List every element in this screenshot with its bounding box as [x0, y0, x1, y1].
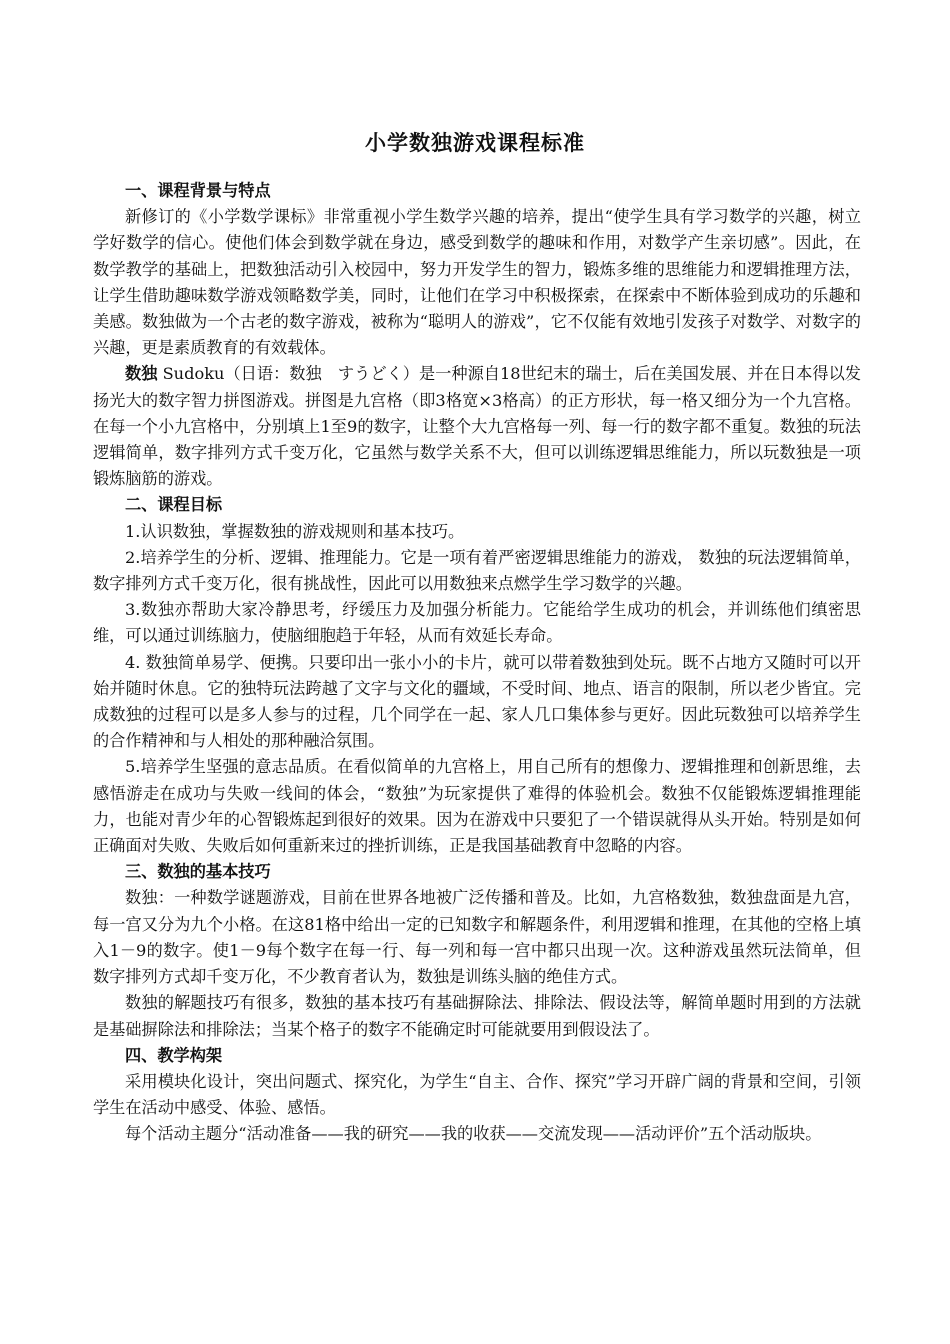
- paragraph-techniques-intro: 数独：一种数学谜题游戏，目前在世界各地被广泛传播和普及。比如，九宫格数独，数独盘面是九宫，每一宫又分为九个小格。在这81格中给出一定的已知数字和解题条件，利用逻辑和推理，在其他的空格上填入1－9的数字。使1－9每个数字在每一行、每一列和每一宫中都只出现一次。这种游戏虽然玩法简单，但数字排列方式却千变万化，不少教育者认为，数独是训练头脑的绝佳方式。: [93, 888, 861, 987]
- goal-item: 4. 数独简单易学、便携。只要印出一张小小的卡片，就可以带着数独到处玩。既不占地方又随时可以开始并随时休息。它的独特玩法跨越了文字与文化的疆域，不受时间、地点、语言的限制，所以老少皆宜。完成数独的过程可以是多人参与的过程，几个同学在一起、家人几口集体参与更好。因此玩数独可以培养学生的合作精神和与人相处的那种融洽氛围。: [93, 652, 861, 751]
- section-heading-techniques: 三、数独的基本技巧: [125, 862, 271, 882]
- bold-term-sudoku: 数独: [125, 364, 158, 384]
- paragraph-framework-design: 采用模块化设计，突出问题式、探究化，为学生“自主、合作、探究”学习开辟广阔的背景和空间，引领学生在活动中感受、体验、感悟。: [93, 1071, 861, 1118]
- paragraph-framework-modules: 每个活动主题分“活动准备——我的研究——我的收获——交流发现——活动评价”五个活动版块。: [125, 1124, 822, 1144]
- document-body: [93, 178, 861, 1148]
- page-title: 小学数独游戏课程标准: [365, 131, 585, 155]
- goal-item: 2.培养学生的分析、逻辑、推理能力。它是一项有着严密逻辑思维能力的游戏， 数独的玩法逻辑简单，数字排列方式千变万化，很有挑战性，因此可以用数独来点燃学生学习数学的兴趣。: [93, 547, 861, 594]
- paragraph-sudoku-definition: [93, 361, 861, 492]
- sudoku-definition-text: Sudoku（日语：数独 すうどく）是一种源自18世纪末的瑞士，后在美国发展、并在日本得以发扬光大的数字智力拼图游戏。拼图是九宫格（即3格宽×3格高）的正方形状，每一格又细分为一个九宫格。在每一个小九宫格中，分别填上1至9的数字，让整个大九宫格每一列、每一行的数字都不重复。数独的玩法逻辑简单，数字排列方式千变万化，它虽然与数学关系不大，但可以训练逻辑思维能力，所以玩数独是一项锻炼脑筋的游戏。: [93, 364, 861, 489]
- section-heading-background: 一、课程背景与特点: [125, 181, 271, 200]
- goal-item: 1.认识数独，掌握数独的游戏规则和基本技巧。: [125, 521, 465, 541]
- paragraph-techniques-methods: 数独的解题技巧有很多，数独的基本技巧有基础摒除法、排除法、假设法等，解简单题时用到的方法就是基础摒除法和排除法；当某个格子的数字不能确定时可能就要用到假设法了。: [93, 993, 861, 1039]
- section-heading-goals: 二、课程目标: [125, 495, 223, 515]
- goal-item: 3.数独亦帮助大家冷静思考，纾缓压力及加强分析能力。它能给学生成功的机会，并训练他们缜密思维，可以通过训练脑力，使脑细胞趋于年轻，从而有效延长寿命。: [93, 600, 861, 646]
- goal-item: 5.培养学生坚强的意志品质。在看似简单的九宫格上，用自己所有的想像力、逻辑推理和创新思维，去感悟游走在成功与失败一线间的体会，“数独”为玩家提供了难得的体验机会。数独不仅能锻炼逻辑推理能力，也能对青少年的心智锻炼起到很好的效果。因为在游戏中只要犯了一个错误就得从头开始。特别是如何正确面对失败、失败后如何重新来过的挫折训练，正是我国基础教育中忽略的内容。: [93, 757, 861, 856]
- paragraph-background-intro: 新修订的《小学数学课标》非常重视小学生数学兴趣的培养，提出“使学生具有学习数学的兴趣，树立学好数学的信心。使他们体会到数学就在身边，感受到数学的趣味和作用，对数学产生亲切感”。因此，在数学教学的基础上，把数独活动引入校园中，努力开发学生的智力，锻炼多维的思维能力和逻辑推理方法，让学生借助趣味数学游戏领略数学美，同时，让他们在学习中积极探索，在探索中不断体验到成功的乐趣和美感。数独做为一个古老的数字游戏，被称为“聪明人的游戏”，它不仅能有效地引发孩子对数学、对数字的兴趣，更是素质教育的有效载体。: [93, 207, 861, 358]
- section-heading-framework: 四、教学构架: [125, 1045, 223, 1065]
